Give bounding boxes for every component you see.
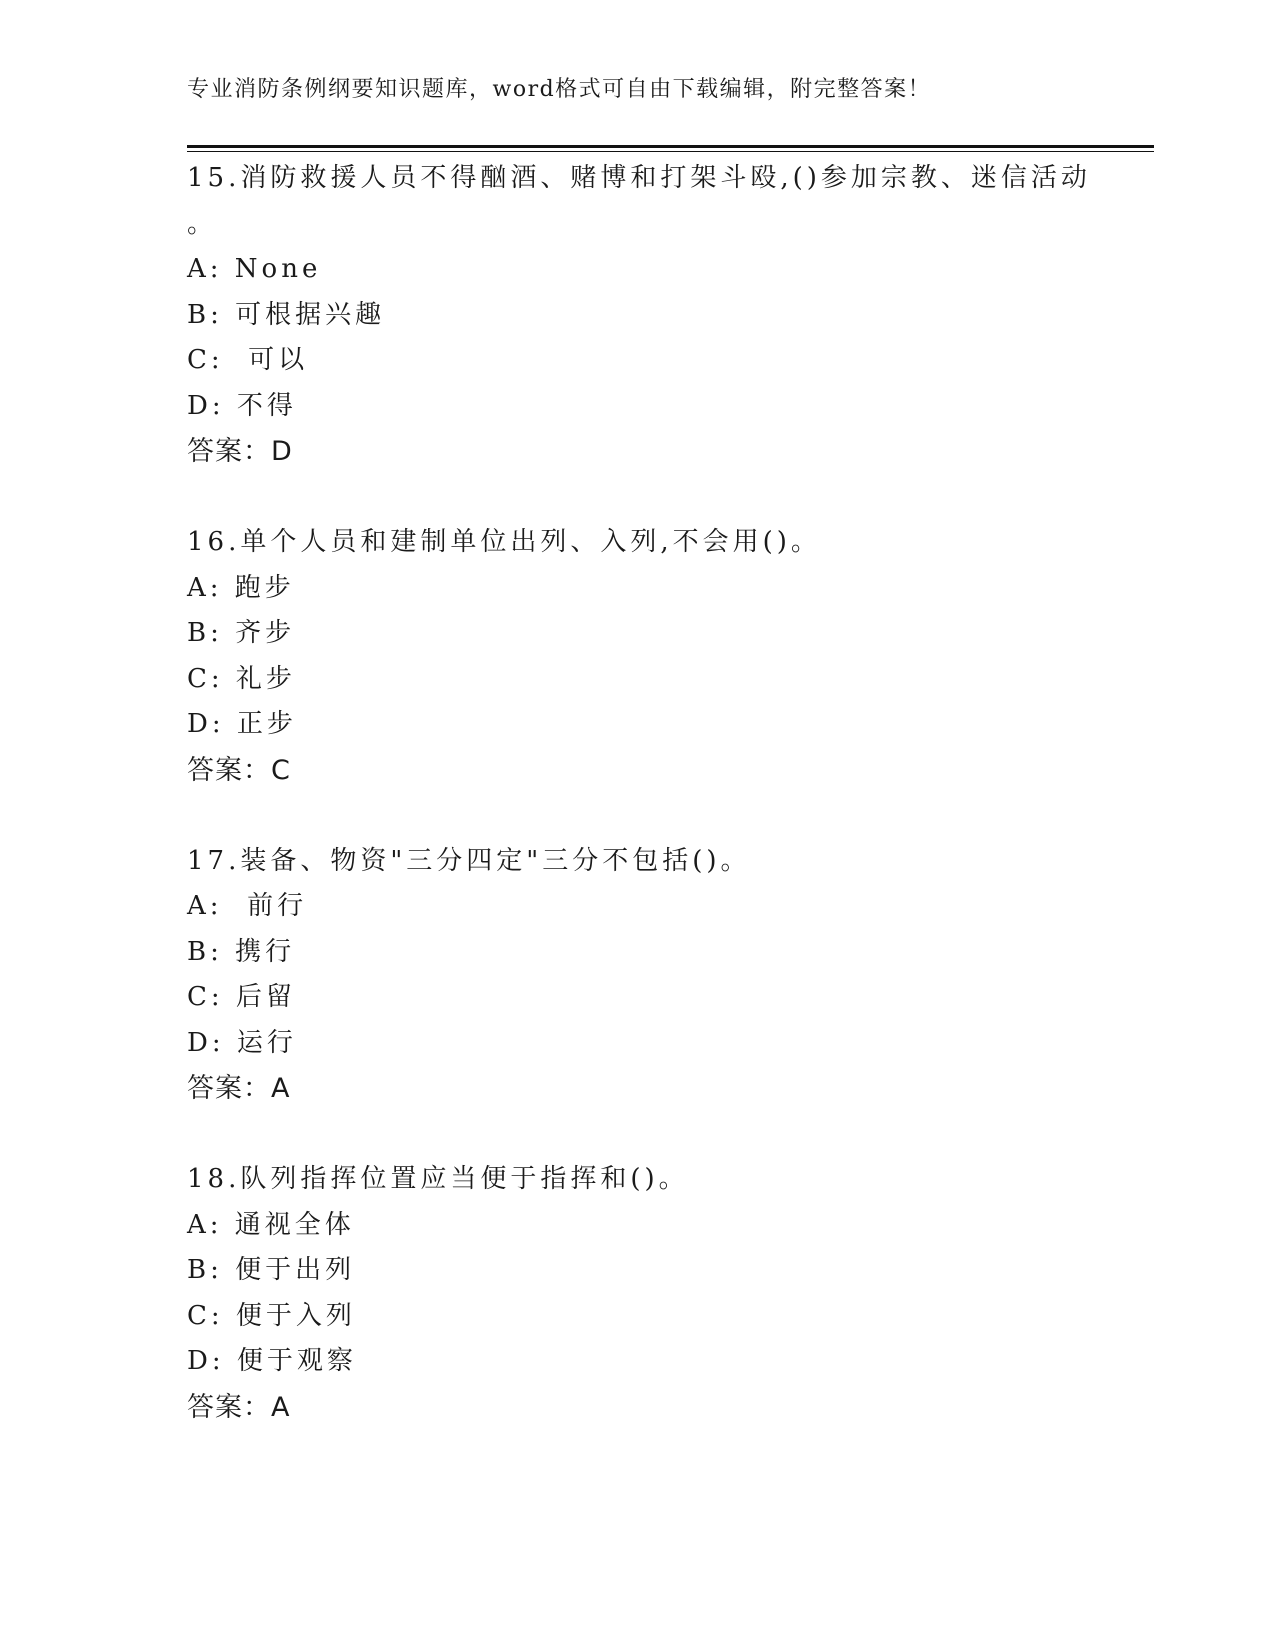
header-rule-thick — [187, 145, 1154, 148]
question-list — [187, 156, 1154, 1430]
option-d: D: 运行 — [187, 1027, 297, 1058]
question-stem: 15.消防救援人员不得酗酒、赌博和打架斗殴,()参加宗教、迷信活动 — [187, 163, 1091, 193]
header-rule-thin — [187, 151, 1154, 152]
option-c: C: 礼步 — [187, 663, 296, 694]
question-stem: 18.队列指挥位置应当便于指挥和()。 — [187, 1164, 689, 1194]
option-a: A: 跑步 — [187, 572, 295, 603]
option-b: B: 携行 — [187, 936, 296, 967]
option-c: C: 后留 — [187, 982, 296, 1012]
answer: 答案：A — [187, 1073, 291, 1104]
option-b: B: 齐步 — [187, 618, 296, 648]
question-17 — [187, 839, 1154, 1112]
question-18 — [187, 1157, 1154, 1430]
option-d: D: 不得 — [187, 390, 297, 421]
question-stem-continuation: 。 — [187, 208, 214, 239]
option-d: D: 正步 — [187, 709, 297, 739]
option-b: B: 便于出列 — [187, 1255, 356, 1285]
answer: 答案：C — [187, 754, 291, 786]
page-header: 专业消防条例纲要知识题库，word格式可自由下载编辑，附完整答案！ — [187, 77, 932, 102]
option-c: C: 可以 — [187, 345, 309, 375]
option-b: B: 可根据兴趣 — [187, 299, 386, 330]
option-c: C: 便于入列 — [187, 1300, 356, 1331]
option-a: A: None — [187, 254, 322, 284]
question-16 — [187, 520, 1154, 793]
option-a: A: 通视全体 — [187, 1209, 355, 1240]
spacer — [187, 475, 1154, 521]
question-stem: 16.单个人员和建制单位出列、入列,不会用()。 — [187, 527, 821, 557]
answer: 答案：D — [187, 436, 293, 467]
answer: 答案：A — [187, 1391, 291, 1423]
option-a: A: 前行 — [187, 891, 308, 921]
question-stem: 17.装备、物资"三分四定"三分不包括()。 — [187, 845, 751, 876]
spacer — [187, 1112, 1154, 1158]
spacer — [187, 793, 1154, 839]
question-15 — [187, 156, 1154, 475]
option-d: D: 便于观察 — [187, 1346, 357, 1376]
